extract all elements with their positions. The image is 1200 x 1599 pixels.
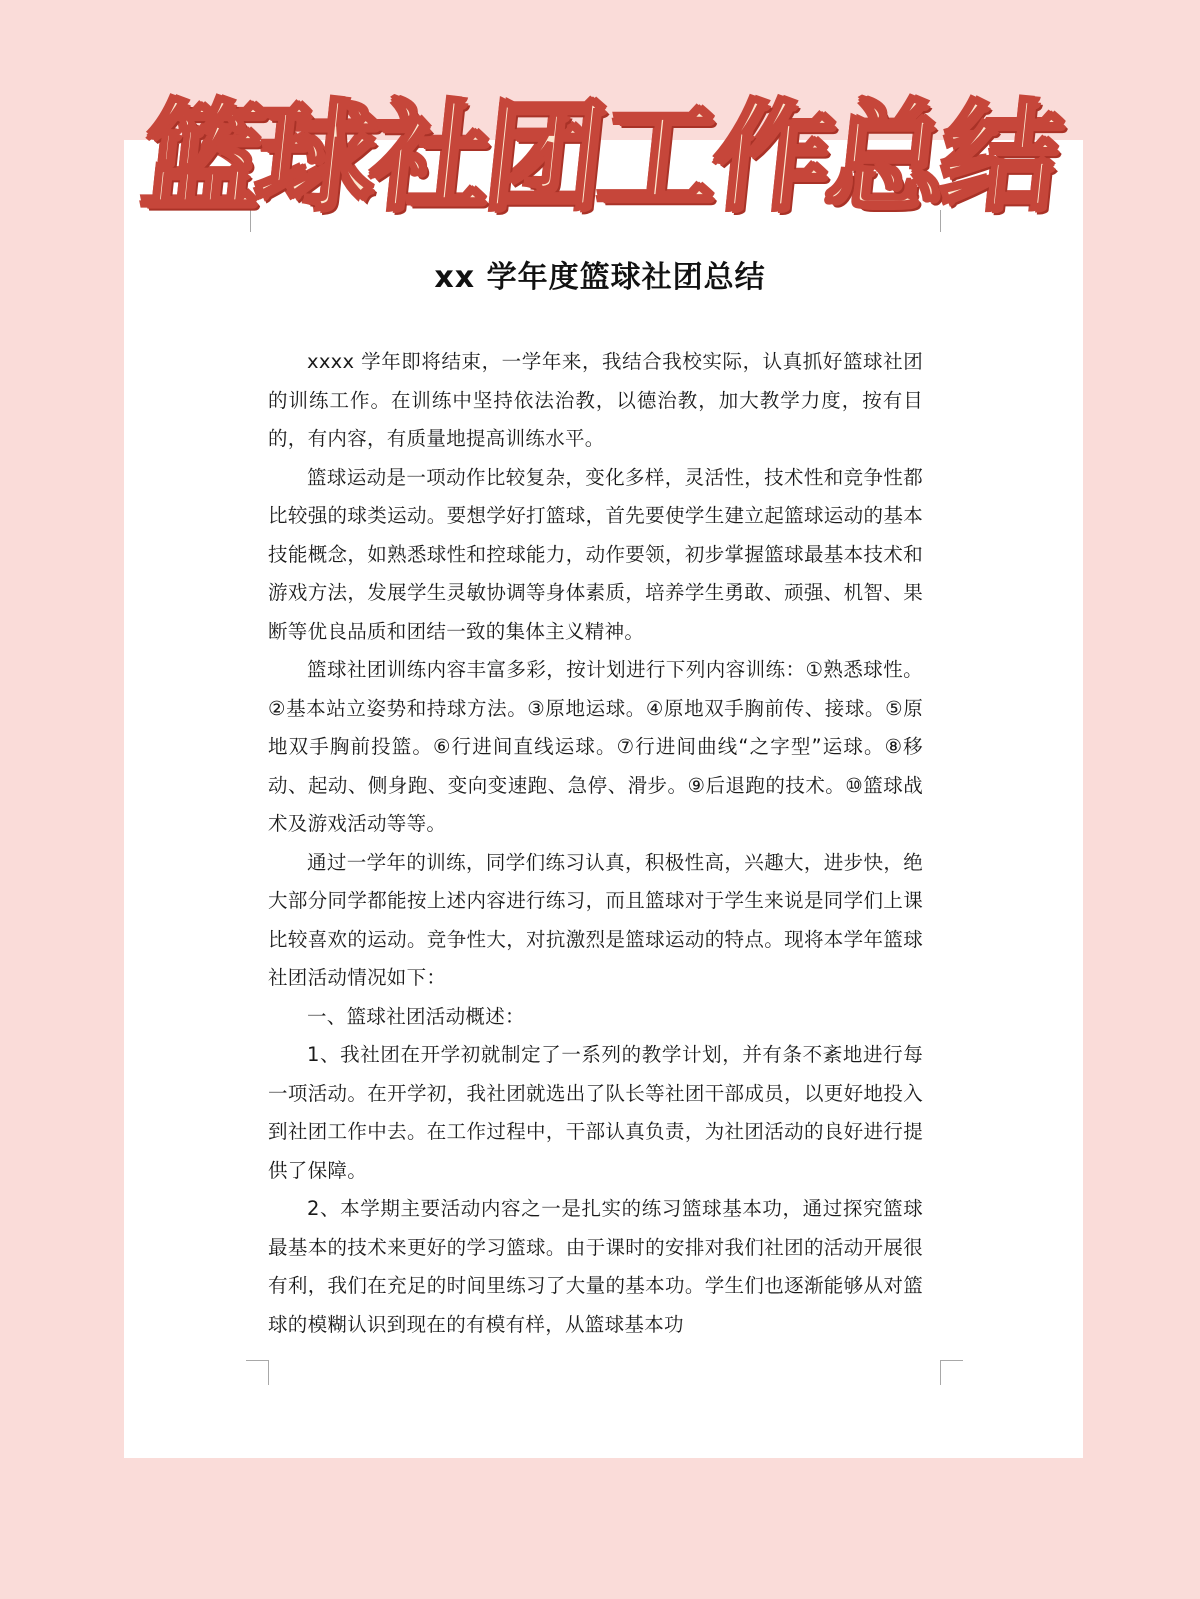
paragraph: 篮球社团训练内容丰富多彩，按计划进行下列内容训练：①熟悉球性。②基本站立姿势和持球方法。③原地运球。④原地双手胸前传、接球。⑤原地双手胸前投篮。⑥行进间直线运球。⑦行进间曲线“之字型”运球。⑧移动、起动、侧身跑、变向变速跑、急停、滑步。⑨后退跑的技术。⑩篮球战术及游戏活动等等。 xyxy=(268,658,923,835)
document-body xyxy=(268,343,923,1344)
paragraph: 1、我社团在开学初就制定了一系列的教学计划，并有条不紊地进行每一项活动。在开学初，我社团就选出了队长等社团干部成员，以更好地投入到社团工作中去。在工作过程中，干部认真负责，为社团活动的良好进行提供了保障。 xyxy=(268,1043,923,1182)
document-title: xx 学年度篮球社团总结 xyxy=(434,260,766,295)
page-corner-mark xyxy=(246,1360,269,1385)
paragraph: 2、本学期主要活动内容之一是扎实的练习篮球基本功，通过探究篮球最基本的技术来更好的学习篮球。由于课时的安排对我们社团的活动开展很有利，我们在充足的时间里练习了大量的基本功。学生们也逐渐能够从对篮球的模糊认识到现在的有模有样，从篮球基本功 xyxy=(268,1197,923,1336)
section-heading: 一、篮球社团活动概述： xyxy=(307,1004,525,1028)
banner-title: 篮球社团工作总结 xyxy=(136,88,1064,226)
page-corner-mark xyxy=(940,1360,963,1385)
paragraph: 篮球运动是一项动作比较复杂，变化多样，灵活性，技术性和竞争性都比较强的球类运动。要想学好打篮球，首先要使学生建立起篮球运动的基本技能概念，如熟悉球性和控球能力，动作要领，初步掌握篮球最基本技术和游戏方法，发展学生灵敏协调等身体素质，培养学生勇敢、顽强、机智、果断等优良品质和团结一致的集体主义精神。 xyxy=(268,465,923,643)
paragraph: xxxx 学年即将结束，一学年来，我结合我校实际，认真抓好篮球社团的训练工作。在训练中坚持依法治教，以德治教，加大教学力度，按有目的，有内容，有质量地提高训练水平。 xyxy=(268,350,923,450)
paragraph: 通过一学年的训练，同学们练习认真，积极性高，兴趣大，进步快，绝大部分同学都能按上述内容进行练习，而且篮球对于学生来说是同学们上课比较喜欢的运动。竞争性大，对抗激烈是篮球运动的特点。现将本学年篮球社团活动情况如下： xyxy=(268,850,923,989)
